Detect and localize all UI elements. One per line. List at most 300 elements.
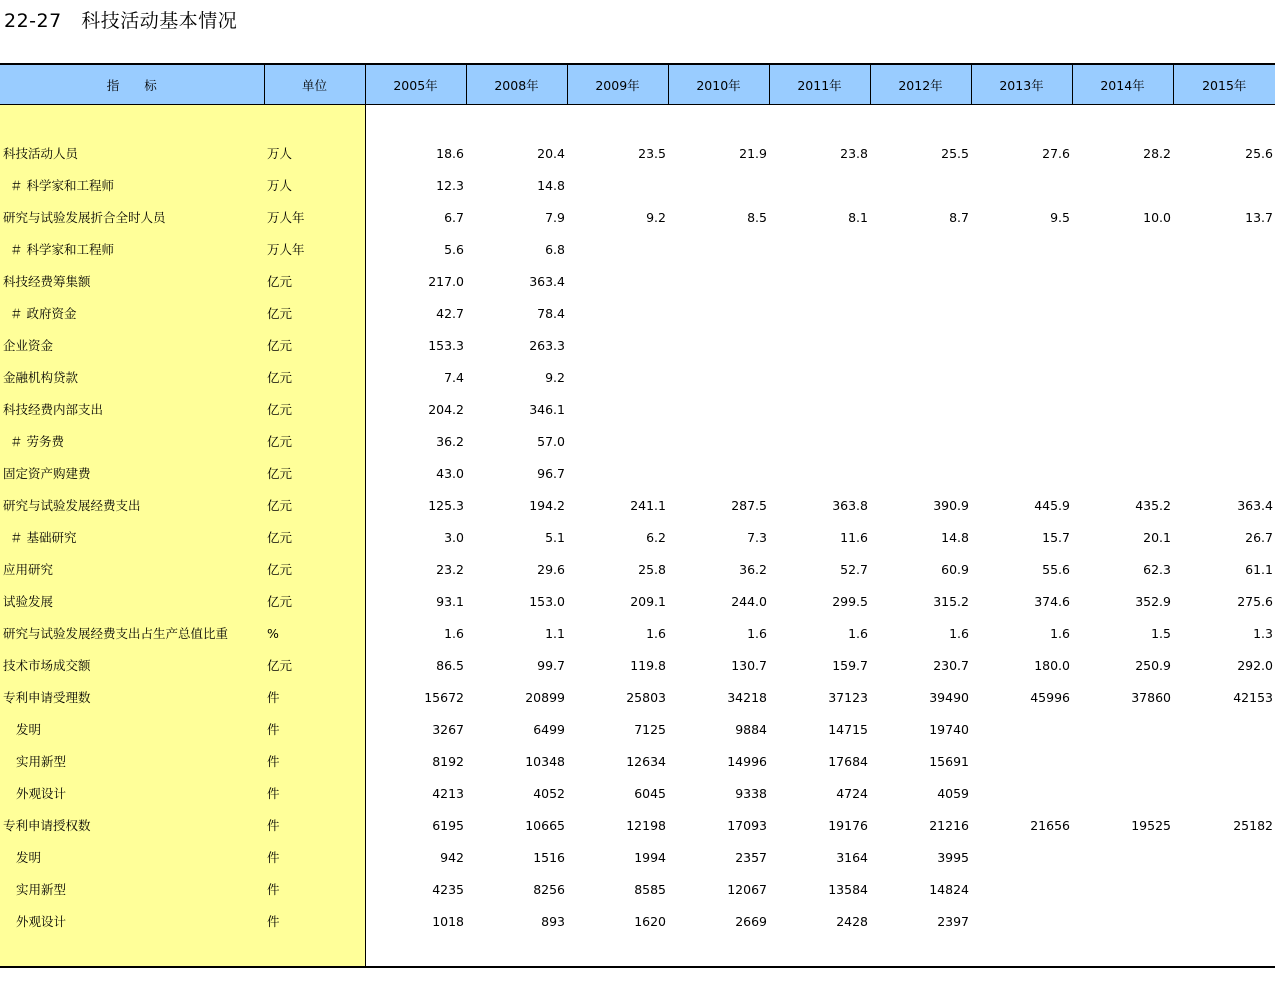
row-value bbox=[870, 233, 971, 265]
row-value: 390.9 bbox=[933, 497, 969, 513]
row-value: 8585 bbox=[634, 881, 666, 897]
row-value: 1.1 bbox=[545, 625, 565, 641]
row-value bbox=[870, 361, 971, 393]
row-value bbox=[870, 297, 971, 329]
row-value bbox=[1072, 265, 1173, 297]
row-value bbox=[668, 233, 769, 265]
row-value bbox=[1072, 745, 1173, 777]
row-indicator: 实用新型 bbox=[0, 745, 264, 777]
row-value bbox=[870, 393, 971, 425]
table-row bbox=[0, 521, 1275, 553]
row-value: 19525 bbox=[1131, 817, 1171, 833]
row-value: 13.7 bbox=[1245, 209, 1273, 225]
row-indicator: 研究与试验发展经费支出 bbox=[0, 489, 264, 521]
row-value: 241.1 bbox=[630, 497, 666, 513]
row-value bbox=[1173, 169, 1275, 201]
row-indicator: ＃ 科学家和工程师 bbox=[0, 233, 264, 265]
row-unit: 亿元 bbox=[264, 521, 365, 553]
row-indicator: 外观设计 bbox=[0, 905, 264, 937]
row-value: 36.2 bbox=[436, 433, 464, 449]
row-value: 5.6 bbox=[444, 241, 464, 257]
row-value: 6045 bbox=[634, 785, 666, 801]
row-value: 1516 bbox=[533, 849, 565, 865]
row-value: 60.9 bbox=[941, 561, 969, 577]
row-value: 1.5 bbox=[1151, 625, 1171, 641]
row-value: 12.3 bbox=[436, 177, 464, 193]
row-value: 12634 bbox=[626, 753, 666, 769]
row-unit: 亿元 bbox=[264, 393, 365, 425]
row-value bbox=[971, 361, 1072, 393]
row-value bbox=[769, 297, 870, 329]
row-value: 3.0 bbox=[444, 529, 464, 545]
row-value bbox=[769, 233, 870, 265]
row-value: 6.2 bbox=[646, 529, 666, 545]
row-value: 23.5 bbox=[638, 145, 666, 161]
row-value: 52.7 bbox=[840, 561, 868, 577]
row-value: 17093 bbox=[727, 817, 767, 833]
row-value bbox=[971, 873, 1072, 905]
spacer-row bbox=[0, 105, 1275, 138]
row-value: 10348 bbox=[525, 753, 565, 769]
row-value bbox=[668, 393, 769, 425]
row-value: 10.0 bbox=[1143, 209, 1171, 225]
row-value bbox=[769, 425, 870, 457]
row-value: 125.3 bbox=[428, 497, 464, 513]
table-row bbox=[0, 329, 1275, 361]
row-value: 29.6 bbox=[537, 561, 565, 577]
row-value bbox=[1072, 361, 1173, 393]
row-value: 25.8 bbox=[638, 561, 666, 577]
row-value: 8256 bbox=[533, 881, 565, 897]
row-value bbox=[567, 329, 668, 361]
row-indicator: 固定资产购建费 bbox=[0, 457, 264, 489]
row-value bbox=[1072, 233, 1173, 265]
row-value: 1.6 bbox=[848, 625, 868, 641]
row-indicator: 科技活动人员 bbox=[0, 137, 264, 169]
row-unit: 万人 bbox=[264, 137, 365, 169]
row-value bbox=[769, 265, 870, 297]
row-value: 20.1 bbox=[1143, 529, 1171, 545]
row-value bbox=[1173, 329, 1275, 361]
row-value: 21216 bbox=[929, 817, 969, 833]
row-value: 3267 bbox=[432, 721, 464, 737]
row-value: 217.0 bbox=[428, 273, 464, 289]
row-value: 4052 bbox=[533, 785, 565, 801]
header-unit: 单位 bbox=[264, 64, 365, 105]
row-value bbox=[567, 169, 668, 201]
row-value: 20899 bbox=[525, 689, 565, 705]
table-row bbox=[0, 265, 1275, 297]
row-value bbox=[1072, 425, 1173, 457]
spacer-row bbox=[0, 937, 1275, 967]
row-value bbox=[870, 169, 971, 201]
row-value: 6.8 bbox=[545, 241, 565, 257]
row-value bbox=[1072, 329, 1173, 361]
row-value: 942 bbox=[440, 849, 464, 865]
row-value bbox=[971, 169, 1072, 201]
row-value: 17684 bbox=[828, 753, 868, 769]
header-year: 2012年 bbox=[870, 64, 971, 105]
row-value: 13584 bbox=[828, 881, 868, 897]
row-value bbox=[971, 457, 1072, 489]
row-value bbox=[567, 297, 668, 329]
row-value bbox=[769, 457, 870, 489]
row-value: 275.6 bbox=[1237, 593, 1273, 609]
row-value bbox=[971, 425, 1072, 457]
table-row bbox=[0, 489, 1275, 521]
row-value bbox=[1173, 297, 1275, 329]
row-value bbox=[1072, 457, 1173, 489]
table-row bbox=[0, 393, 1275, 425]
row-value: 4213 bbox=[432, 785, 464, 801]
row-value: 9.2 bbox=[646, 209, 666, 225]
row-value: 9.5 bbox=[1050, 209, 1070, 225]
table-row bbox=[0, 617, 1275, 649]
row-value bbox=[1173, 873, 1275, 905]
row-value: 4059 bbox=[937, 785, 969, 801]
row-value bbox=[668, 169, 769, 201]
row-value: 8.5 bbox=[747, 209, 767, 225]
row-value: 23.8 bbox=[840, 145, 868, 161]
row-value: 42.7 bbox=[436, 305, 464, 321]
row-value bbox=[567, 393, 668, 425]
row-value: 25.5 bbox=[941, 145, 969, 161]
row-indicator: 应用研究 bbox=[0, 553, 264, 585]
row-indicator: 发明 bbox=[0, 713, 264, 745]
row-value: 11.6 bbox=[840, 529, 868, 545]
row-value bbox=[971, 777, 1072, 809]
row-value bbox=[971, 745, 1072, 777]
row-unit: 件 bbox=[264, 777, 365, 809]
row-value: 8192 bbox=[432, 753, 464, 769]
row-value: 180.0 bbox=[1034, 657, 1070, 673]
row-value: 1.6 bbox=[949, 625, 969, 641]
row-value: 130.7 bbox=[731, 657, 767, 673]
row-value bbox=[1072, 841, 1173, 873]
row-value bbox=[1173, 425, 1275, 457]
row-value: 7.9 bbox=[545, 209, 565, 225]
row-value: 27.6 bbox=[1042, 145, 1070, 161]
table-row bbox=[0, 553, 1275, 585]
row-unit: 件 bbox=[264, 713, 365, 745]
row-value bbox=[1173, 361, 1275, 393]
table-row bbox=[0, 457, 1275, 489]
row-value: 1620 bbox=[634, 913, 666, 929]
row-value: 15.7 bbox=[1042, 529, 1070, 545]
row-value: 21.9 bbox=[739, 145, 767, 161]
row-indicator: 研究与试验发展经费支出占生产总值比重 bbox=[0, 617, 264, 649]
row-value bbox=[971, 265, 1072, 297]
row-value bbox=[1173, 745, 1275, 777]
row-value: 153.0 bbox=[529, 593, 565, 609]
row-value bbox=[1173, 393, 1275, 425]
row-value: 435.2 bbox=[1135, 497, 1171, 513]
row-value bbox=[1173, 777, 1275, 809]
table-row bbox=[0, 169, 1275, 201]
row-value bbox=[567, 265, 668, 297]
row-value bbox=[870, 265, 971, 297]
row-unit: 件 bbox=[264, 745, 365, 777]
row-unit: 亿元 bbox=[264, 489, 365, 521]
row-unit: 万人年 bbox=[264, 201, 365, 233]
row-indicator: 专利申请授权数 bbox=[0, 809, 264, 841]
table-header bbox=[0, 64, 1275, 105]
table-row bbox=[0, 649, 1275, 681]
row-value: 3164 bbox=[836, 849, 868, 865]
row-value bbox=[769, 393, 870, 425]
row-value: 893 bbox=[541, 913, 565, 929]
header-year: 2011年 bbox=[769, 64, 870, 105]
header-year: 2008年 bbox=[466, 64, 567, 105]
row-value: 12067 bbox=[727, 881, 767, 897]
row-unit: 件 bbox=[264, 873, 365, 905]
row-unit: 亿元 bbox=[264, 425, 365, 457]
row-value bbox=[1173, 713, 1275, 745]
row-value bbox=[1072, 297, 1173, 329]
row-indicator: 发明 bbox=[0, 841, 264, 873]
row-value bbox=[668, 265, 769, 297]
row-unit: 件 bbox=[264, 809, 365, 841]
row-value: 21656 bbox=[1030, 817, 1070, 833]
table-row bbox=[0, 137, 1275, 169]
row-value: 57.0 bbox=[537, 433, 565, 449]
row-value bbox=[971, 329, 1072, 361]
row-value: 1.6 bbox=[1050, 625, 1070, 641]
row-unit: 万人 bbox=[264, 169, 365, 201]
row-value: 8.7 bbox=[949, 209, 969, 225]
table-row bbox=[0, 745, 1275, 777]
row-indicator: 外观设计 bbox=[0, 777, 264, 809]
row-value: 42153 bbox=[1233, 689, 1273, 705]
row-value bbox=[1173, 233, 1275, 265]
row-value: 9884 bbox=[735, 721, 767, 737]
row-value: 7.3 bbox=[747, 529, 767, 545]
row-value: 12198 bbox=[626, 817, 666, 833]
table-row bbox=[0, 361, 1275, 393]
row-value: 26.7 bbox=[1245, 529, 1273, 545]
row-value: 96.7 bbox=[537, 465, 565, 481]
row-value: 6499 bbox=[533, 721, 565, 737]
row-value: 1.6 bbox=[444, 625, 464, 641]
row-unit: 亿元 bbox=[264, 457, 365, 489]
row-value: 45996 bbox=[1030, 689, 1070, 705]
row-indicator: ＃ 劳务费 bbox=[0, 425, 264, 457]
row-value: 1994 bbox=[634, 849, 666, 865]
row-value: 287.5 bbox=[731, 497, 767, 513]
row-value: 36.2 bbox=[739, 561, 767, 577]
row-value: 14.8 bbox=[941, 529, 969, 545]
row-value: 159.7 bbox=[832, 657, 868, 673]
header-year: 2015年 bbox=[1173, 64, 1275, 105]
row-value: 315.2 bbox=[933, 593, 969, 609]
row-value: 78.4 bbox=[537, 305, 565, 321]
row-value: 363.4 bbox=[1237, 497, 1273, 513]
row-value: 7125 bbox=[634, 721, 666, 737]
row-unit: 件 bbox=[264, 841, 365, 873]
row-value bbox=[1072, 873, 1173, 905]
row-unit: 亿元 bbox=[264, 297, 365, 329]
row-indicator: 技术市场成交额 bbox=[0, 649, 264, 681]
row-unit: 亿元 bbox=[264, 649, 365, 681]
row-value: 14824 bbox=[929, 881, 969, 897]
row-value bbox=[971, 841, 1072, 873]
row-value: 23.2 bbox=[436, 561, 464, 577]
row-value bbox=[1072, 169, 1173, 201]
row-value: 263.3 bbox=[529, 337, 565, 353]
row-value bbox=[971, 233, 1072, 265]
row-value bbox=[1072, 777, 1173, 809]
table-row bbox=[0, 841, 1275, 873]
header-year: 2005年 bbox=[365, 64, 466, 105]
row-value: 2357 bbox=[735, 849, 767, 865]
row-indicator: ＃ 基础研究 bbox=[0, 521, 264, 553]
row-value: 28.2 bbox=[1143, 145, 1171, 161]
row-indicator: 研究与试验发展折合全时人员 bbox=[0, 201, 264, 233]
row-value bbox=[769, 329, 870, 361]
row-value: 445.9 bbox=[1034, 497, 1070, 513]
row-value bbox=[870, 425, 971, 457]
row-value: 25803 bbox=[626, 689, 666, 705]
row-value: 62.3 bbox=[1143, 561, 1171, 577]
row-value: 4235 bbox=[432, 881, 464, 897]
row-value bbox=[971, 713, 1072, 745]
row-value bbox=[1072, 905, 1173, 937]
row-value: 18.6 bbox=[436, 145, 464, 161]
page-title: 22-27 科技活动基本情况 bbox=[4, 10, 238, 32]
row-value: 230.7 bbox=[933, 657, 969, 673]
row-indicator: 科技经费筹集额 bbox=[0, 265, 264, 297]
row-value bbox=[870, 329, 971, 361]
table-row bbox=[0, 425, 1275, 457]
row-value: 5.1 bbox=[545, 529, 565, 545]
row-value: 19740 bbox=[929, 721, 969, 737]
row-value: 2397 bbox=[937, 913, 969, 929]
row-value: 6.7 bbox=[444, 209, 464, 225]
row-value: 6195 bbox=[432, 817, 464, 833]
row-indicator: ＃ 政府资金 bbox=[0, 297, 264, 329]
table-row bbox=[0, 681, 1275, 713]
row-unit: 亿元 bbox=[264, 553, 365, 585]
header-year: 2009年 bbox=[567, 64, 668, 105]
row-unit: 件 bbox=[264, 905, 365, 937]
table-row bbox=[0, 713, 1275, 745]
table-row bbox=[0, 873, 1275, 905]
row-value: 1.6 bbox=[646, 625, 666, 641]
row-value bbox=[567, 233, 668, 265]
row-value: 7.4 bbox=[444, 369, 464, 385]
table-row bbox=[0, 809, 1275, 841]
row-value: 363.4 bbox=[529, 273, 565, 289]
row-value: 204.2 bbox=[428, 401, 464, 417]
row-value: 209.1 bbox=[630, 593, 666, 609]
row-value: 244.0 bbox=[731, 593, 767, 609]
row-value: 250.9 bbox=[1135, 657, 1171, 673]
row-unit: 亿元 bbox=[264, 329, 365, 361]
row-value: 93.1 bbox=[436, 593, 464, 609]
row-value bbox=[1173, 265, 1275, 297]
row-value: 3995 bbox=[937, 849, 969, 865]
row-value: 299.5 bbox=[832, 593, 868, 609]
row-value: 55.6 bbox=[1042, 561, 1070, 577]
row-indicator: ＃ 科学家和工程师 bbox=[0, 169, 264, 201]
row-value bbox=[1173, 457, 1275, 489]
row-value bbox=[668, 361, 769, 393]
row-indicator: 专利申请受理数 bbox=[0, 681, 264, 713]
row-value: 25.6 bbox=[1245, 145, 1273, 161]
table-row bbox=[0, 777, 1275, 809]
row-unit: 亿元 bbox=[264, 361, 365, 393]
row-value bbox=[668, 425, 769, 457]
row-value: 2428 bbox=[836, 913, 868, 929]
row-value: 374.6 bbox=[1034, 593, 1070, 609]
row-value bbox=[769, 361, 870, 393]
table-row bbox=[0, 233, 1275, 265]
row-value: 14996 bbox=[727, 753, 767, 769]
row-value: 15691 bbox=[929, 753, 969, 769]
row-unit: 亿元 bbox=[264, 585, 365, 617]
table-body bbox=[0, 105, 1275, 968]
row-value bbox=[567, 361, 668, 393]
row-value: 19176 bbox=[828, 817, 868, 833]
header-year: 2010年 bbox=[668, 64, 769, 105]
row-value: 34218 bbox=[727, 689, 767, 705]
row-value bbox=[1173, 841, 1275, 873]
row-value: 37860 bbox=[1131, 689, 1171, 705]
row-value: 86.5 bbox=[436, 657, 464, 673]
row-unit: % bbox=[264, 617, 365, 649]
row-value bbox=[769, 169, 870, 201]
row-value: 14715 bbox=[828, 721, 868, 737]
row-value: 119.8 bbox=[630, 657, 666, 673]
row-value bbox=[668, 457, 769, 489]
row-unit: 件 bbox=[264, 681, 365, 713]
row-indicator: 科技经费内部支出 bbox=[0, 393, 264, 425]
row-value bbox=[971, 393, 1072, 425]
row-value bbox=[1072, 713, 1173, 745]
row-value: 8.1 bbox=[848, 209, 868, 225]
row-value: 363.8 bbox=[832, 497, 868, 513]
row-value: 352.9 bbox=[1135, 593, 1171, 609]
data-table bbox=[0, 63, 1275, 968]
row-value bbox=[1072, 393, 1173, 425]
row-unit: 万人年 bbox=[264, 233, 365, 265]
row-value bbox=[1173, 905, 1275, 937]
row-value: 61.1 bbox=[1245, 561, 1273, 577]
row-value bbox=[971, 297, 1072, 329]
row-value: 1.3 bbox=[1253, 625, 1273, 641]
row-value: 20.4 bbox=[537, 145, 565, 161]
header-indicator: 指 标 bbox=[0, 64, 264, 105]
row-value: 99.7 bbox=[537, 657, 565, 673]
row-indicator: 金融机构贷款 bbox=[0, 361, 264, 393]
row-unit: 亿元 bbox=[264, 265, 365, 297]
row-value: 43.0 bbox=[436, 465, 464, 481]
row-value: 153.3 bbox=[428, 337, 464, 353]
table-row bbox=[0, 585, 1275, 617]
row-indicator: 试验发展 bbox=[0, 585, 264, 617]
row-value bbox=[870, 457, 971, 489]
row-value bbox=[567, 457, 668, 489]
row-indicator: 实用新型 bbox=[0, 873, 264, 905]
row-value: 15672 bbox=[424, 689, 464, 705]
header-year: 2013年 bbox=[971, 64, 1072, 105]
row-value: 346.1 bbox=[529, 401, 565, 417]
row-value bbox=[971, 905, 1072, 937]
row-value bbox=[567, 425, 668, 457]
row-value: 10665 bbox=[525, 817, 565, 833]
table-row bbox=[0, 201, 1275, 233]
row-value: 9338 bbox=[735, 785, 767, 801]
